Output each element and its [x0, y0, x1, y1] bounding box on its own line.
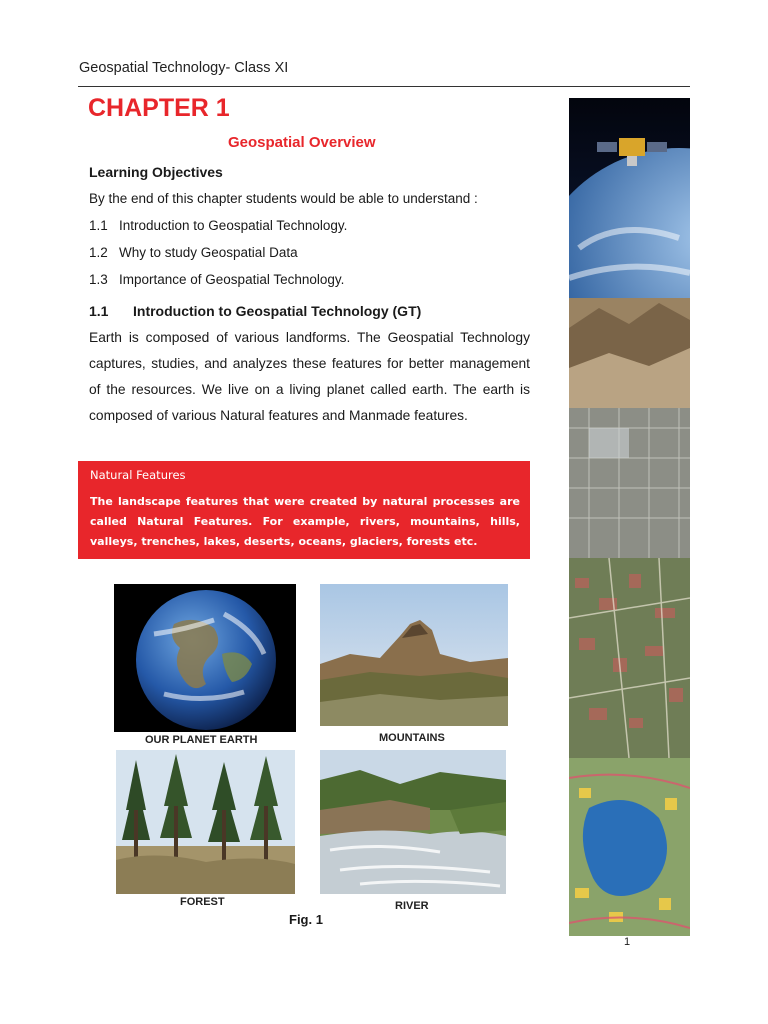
chapter-subtitle: Geospatial Overview [228, 134, 376, 151]
objective-text: Importance of Geospatial Technology. [119, 272, 345, 287]
section-title: Introduction to Geospatial Technology (GT) [133, 303, 422, 319]
mountains-caption: MOUNTAINS [379, 732, 445, 744]
header-rule [78, 86, 690, 87]
river-photo [320, 750, 506, 894]
section-heading [89, 303, 421, 319]
earth-caption: OUR PLANET EARTH [145, 734, 258, 746]
objective-text: Why to study Geospatial Data [119, 245, 298, 260]
learning-objectives-heading: Learning Objectives [89, 164, 223, 180]
objective-item [89, 272, 344, 287]
objective-text: Introduction to Geospatial Technology. [119, 218, 348, 233]
earth-photo [114, 584, 296, 732]
learning-objectives-intro: By the end of this chapter students would be able to understand : [89, 191, 478, 206]
running-header: Geospatial Technology- Class XI [79, 60, 289, 76]
callout-body: The landscape features that were created by natural processes are called Natural Features. For example, rivers, mountains, hills, valleys, trenches, lakes, deserts, oceans, glaciers, forests etc. [90, 495, 520, 548]
river-caption: RIVER [395, 900, 429, 912]
forest-photo [116, 750, 295, 894]
objective-number: 1.1 [89, 218, 108, 233]
forest-caption: FOREST [180, 896, 225, 908]
section-number: 1.1 [89, 303, 109, 319]
objective-number: 1.2 [89, 245, 108, 260]
section-paragraph: Earth is composed of various landforms. The Geospatial Technology captures, studies, and analyzes these features for better management of the resources. We live on a living planet called earth. The earth is composed of various Natural features and Manmade features. [89, 330, 530, 423]
objective-item [89, 218, 347, 233]
callout-title: Natural Features [90, 468, 186, 482]
chapter-title: CHAPTER 1 [88, 94, 230, 122]
figure-label: Fig. 1 [289, 912, 323, 927]
objective-number: 1.3 [89, 272, 108, 287]
page-number: 1 [624, 936, 631, 948]
mountains-photo [320, 584, 508, 726]
natural-features-callout [78, 461, 530, 559]
decorative-banner [569, 98, 690, 936]
objective-item [89, 245, 298, 260]
